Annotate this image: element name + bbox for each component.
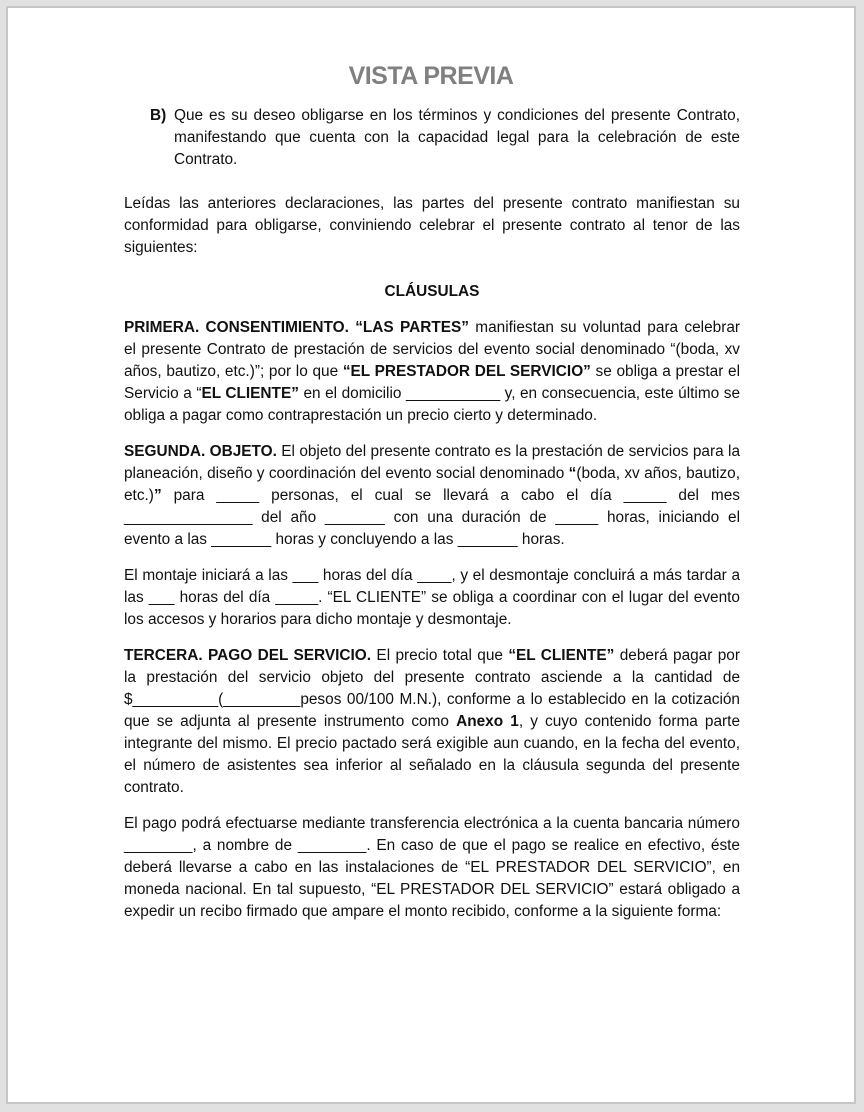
clause-label: SEGUNDA. OBJETO.: [124, 443, 277, 460]
payment-paragraph: El pago podrá efectuarse mediante transferencia electrónica a la cuenta bancaria número ________, a nombre de ________. En caso de que el pago se realice en efectivo, éste deberá llevarse a cabo en las instalaciones de “EL PRESTADOR DEL SERVICIO”, en moneda nacional. En tal supuesto, “EL PRESTADOR DEL SERVICIO” estará obligado a expedir un recibo firmado que ampare el monto recibido, conforme a la siguiente forma:: [124, 815, 740, 920]
quote-mark: “: [568, 465, 577, 482]
page-title: VISTA PREVIA: [348, 62, 514, 90]
party-name: “EL CLIENTE”: [508, 647, 615, 664]
annex-reference: Anexo 1: [456, 713, 519, 730]
quote-mark: ”: [153, 487, 162, 504]
clause-text: deberá pagar por la prestación del servicio objeto del presente contrato asciende a la cantidad de $__________(_________pesos 00/100 M.N.), conforme a lo establecido en la cotización que se adjunta al presente instrumento como: [124, 647, 740, 730]
clause-primera: [124, 317, 740, 427]
clause-label: TERCERA. PAGO DEL SERVICIO.: [124, 647, 372, 664]
clause-text: El objeto del presente contrato es la prestación de servicios para la planeación, diseño y coordinación del evento social denominado: [124, 443, 740, 482]
clause-text: en el domicilio ___________ y, en consecuencia, este último se obliga a pagar como contraprestación un precio cierto y determinado.: [124, 385, 740, 424]
item-marker: B): [150, 107, 167, 124]
clause-text: , y cuyo contenido forma parte integrante del mismo. El precio pactado será exigible aun cuando, en la fecha del evento, el número de asistentes sea inferior al señalado en la cláusula segunda del presente contrato.: [124, 713, 741, 796]
clause-tercera: [124, 645, 740, 799]
clauses-heading: CLÁUSULAS: [384, 283, 480, 300]
document-page: [6, 6, 856, 1104]
clause-label: PRIMERA. CONSENTIMIENTO. “LAS PARTES”: [124, 319, 469, 336]
clause-text: El precio total que: [371, 647, 509, 664]
clause-text: (boda, xv años, bautizo, etc.): [124, 465, 740, 504]
clause-text: se obliga a prestar el Servicio a “: [124, 363, 740, 402]
item-text: Que es su deseo obligarse en los términos y condiciones del presente Contrato, manifestando que cuenta con la capacidad legal para la celebración de este Contrato.: [174, 107, 740, 168]
clause-text: para _____ personas, el cual se llevará a cabo el día _____ del mes _______________ del año _______ con una duración de _____ horas, iniciando el evento a las _______ horas y concluyendo a las _______ horas.: [124, 487, 740, 548]
party-name: “EL PRESTADOR DEL SERVICIO”: [342, 363, 591, 380]
declaration-item-b: [150, 105, 740, 171]
intro-paragraph: Leídas las anteriores declaraciones, las partes del presente contrato manifiestan su conformidad para obligarse, conviniendo celebrar el presente contrato al tenor de las siguientes:: [124, 195, 740, 256]
clause-segunda: [124, 441, 740, 551]
party-name: EL CLIENTE”: [201, 385, 299, 402]
clause-text: manifiestan su voluntad para celebrar el presente Contrato de prestación de servicios del evento social denominado “(boda, xv años, bautizo, etc.)”; por lo que: [124, 319, 741, 380]
montaje-paragraph: El montaje iniciará a las ___ horas del día ____, y el desmontaje concluirá a más tardar a las ___ horas del día _____. “EL CLIENTE” se obliga a coordinar con el lugar del evento los accesos y horarios para dicho montaje y desmontaje.: [124, 567, 740, 628]
document-body: [124, 105, 740, 923]
